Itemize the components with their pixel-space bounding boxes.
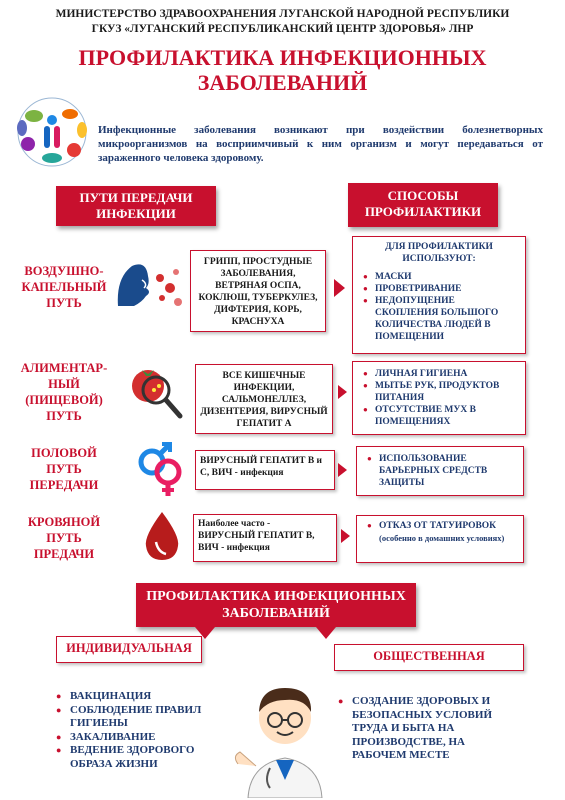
route-blood-label: КРОВЯНОЙ ПУТЬ ПРЕДАЧИ	[27, 515, 101, 561]
sneeze-icon	[112, 258, 184, 314]
list-item: ● СОЗДАНИЕ ЗДОРОВЫХ И БЕЗОПАСНЫХ УСЛОВИЙ ТРУДА И БЫТА НА ПРОИЗВОДСТВЕ, НА РАБОЧЕМ МЕСТЕ	[338, 695, 518, 763]
blood-prevention-note: (особенно в домашних условиях)	[379, 533, 505, 543]
list-item: ● ОТСУТСТВИЕ МУХ В ПОМЕЩЕНИЯХ	[375, 404, 519, 428]
list-item: ● ПРОВЕТРИВАНИЕ	[375, 283, 519, 295]
individual-list	[56, 690, 216, 771]
ministry-name: МИНИСТЕРСТВО ЗДРАВООХРАНЕНИЯ ЛУГАНСКОЙ НАРОДНОЙ РЕСПУБЛИКИ	[55, 8, 510, 20]
airborne-prevention-box	[352, 236, 526, 354]
route-food-diseases: ВСЕ КИШЕЧНЫЕ ИНФЕКЦИИ, САЛЬМОНЕЛЛЕЗ, ДИЗЕНТЕРИЯ, ВИРУСНЫЙ ГЕПАТИТ А	[195, 364, 333, 434]
bottom-title	[136, 583, 416, 627]
list-item: ● ВЕДЕНИЕ ЗДОРОВОГО ОБРАЗА ЖИЗНИ	[56, 744, 216, 771]
sexual-prevention-box	[356, 446, 524, 496]
list-item: ● ВАКЦИНАЦИЯ	[56, 690, 216, 704]
prevention-header-text: СПОСОБЫ ПРОФИЛАКТИКИ	[364, 188, 482, 219]
list-item: ● МЫТЬЕ РУК, ПРОДУКТОВ ПИТАНИЯ	[375, 380, 519, 404]
prevention-header	[348, 183, 498, 227]
center-name: ГКУЗ «ЛУГАНСКИЙ РЕСПУБЛИКАНСКИЙ ЦЕНТР ЗДОРОВЬЯ» ЛНР	[91, 23, 474, 35]
route-sexual-label: ПОЛОВОЙ ПУТЬ ПЕРЕДАЧИ	[29, 446, 99, 492]
route-blood-diseases-line: ВИЧ - инфекция	[198, 543, 270, 553]
arrow-right-icon	[338, 463, 347, 477]
route-blood-diseases-line: ВИРУСНЫЙ ГЕПАТИТ В,	[198, 531, 315, 541]
route-sexual-diseases: ВИРУСНЫЙ ГЕПАТИТ В и С, ВИЧ - инфекция	[195, 450, 335, 490]
public-list	[338, 695, 518, 763]
arrow-right-icon	[341, 529, 350, 543]
blood-prevention-box	[356, 515, 524, 563]
individual-header: ИНДИВИДУАЛЬНАЯ	[56, 636, 202, 663]
down-arrow-icon	[316, 627, 336, 641]
bottom-title-text: ПРОФИЛАКТИКА ИНФЕКЦИОННЫХ ЗАБОЛЕВАНИЙ	[146, 589, 406, 621]
intro-text: Инфекционные заболевания возникают при воздействии болезнетворных микроорганизмов на восприимчивый к ним организм и могут передаваться от зараженного человека здоровому.	[98, 124, 543, 164]
ways-header	[56, 186, 216, 226]
public-header: ОБЩЕСТВЕННАЯ	[334, 644, 524, 671]
list-item	[379, 520, 517, 545]
blood-prevention-main: ОТКАЗ ОТ ТАТУИРОВОК	[379, 521, 497, 531]
route-food-label: АЛИМЕНТАР-НЫЙ (ПИЩЕВОЙ) ПУТЬ	[20, 361, 108, 423]
page-title-line2: ЗАБОЛЕВАНИЙ	[197, 70, 368, 95]
food-prevention-box	[352, 361, 526, 435]
list-item: ● ИСПОЛЬЗОВАНИЕ БАРЬЕРНЫХ СРЕДСТВ ЗАЩИТЫ	[379, 453, 517, 489]
list-item: ● НЕДОПУЩЕНИЕ СКОПЛЕНИЯ БОЛЬШОГО КОЛИЧЕСТВА ЛЮДЕЙ В ПОМЕЩЕНИИ	[375, 295, 519, 343]
ways-header-text: ПУТИ ПЕРЕДАЧИ ИНФЕКЦИИ	[79, 190, 193, 221]
doctor-illustration	[230, 668, 340, 798]
route-blood-diseases-line: Наиболее часто -	[198, 519, 271, 529]
page-title-line1: ПРОФИЛАКТИКА ИНФЕКЦИОННЫХ	[78, 45, 487, 70]
route-blood-diseases	[193, 514, 337, 562]
route-airborne-label: ВОЗДУШНО-КАПЕЛЬНЫЙ ПУТЬ	[21, 264, 107, 310]
arrow-right-icon	[334, 279, 345, 297]
gender-symbols-icon	[134, 442, 188, 498]
airborne-prevention-heading: ДЛЯ ПРОФИЛАКТИКИ ИСПОЛЬЗУЮТ:	[385, 242, 493, 264]
microbes-illustration	[12, 92, 94, 172]
list-item: ● ЛИЧНАЯ ГИГИЕНА	[375, 368, 519, 380]
tomato-magnifier-icon	[126, 360, 186, 422]
list-item: ● СОБЛЮДЕНИЕ ПРАВИЛ ГИГИЕНЫ	[56, 704, 216, 731]
list-item: ● МАСКИ	[375, 271, 519, 283]
route-airborne-diseases: ГРИПП, ПРОСТУДНЫЕ ЗАБОЛЕВАНИЯ, ВЕТРЯНАЯ ОСПА, КОКЛЮШ, ТУБЕРКУЛЕЗ, ДИФТЕРИЯ, КОРЬ, КРАСНУХА	[190, 250, 326, 332]
arrow-right-icon	[338, 385, 347, 399]
list-item: ● ЗАКАЛИВАНИЕ	[56, 731, 216, 745]
blood-drop-icon	[136, 508, 188, 564]
